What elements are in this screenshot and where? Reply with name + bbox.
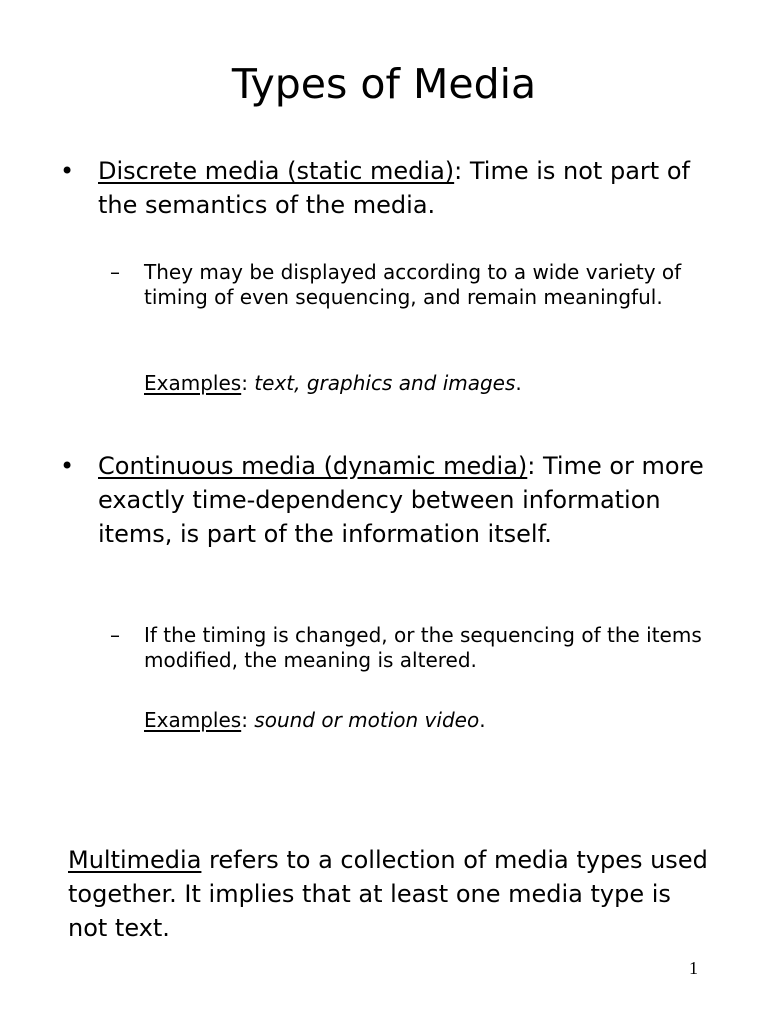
examples-period: .: [515, 371, 522, 395]
bullet-marker: •: [60, 452, 75, 480]
examples-value: sound or motion video: [254, 708, 480, 732]
bullet-marker: •: [60, 157, 75, 185]
continuous-media-definition: : Time or more exactly time-dependency between information items, is part of the information itself.: [98, 452, 704, 548]
multimedia-text: refers to a collection of media types used together. It implies that at least one media type is not text.: [68, 846, 708, 942]
examples-separator: :: [241, 708, 255, 732]
examples-label: Examples: [144, 371, 242, 395]
discrete-media-examples: [144, 371, 744, 396]
page-number: 1: [689, 958, 698, 978]
continuous-media-bullet: [98, 449, 728, 551]
dash-marker: –: [110, 623, 120, 647]
discrete-media-bullet: [98, 154, 728, 222]
examples-label: Examples: [144, 708, 242, 732]
continuous-media-examples: [144, 708, 744, 733]
multimedia-term: Multimedia: [68, 846, 202, 874]
discrete-media-subpoint: They may be displayed according to a wide variety of timing of even sequencing, and remain meaningful.: [144, 260, 682, 309]
examples-period: .: [479, 708, 486, 732]
discrete-media-definition: : Time is not part of the semantics of the media.: [98, 157, 690, 219]
dash-marker: –: [110, 260, 120, 284]
page-title: Types of Media: [231, 60, 537, 108]
discrete-media-term: Discrete media (static media): [98, 157, 455, 185]
continuous-media-term: Continuous media (dynamic media): [98, 452, 528, 480]
multimedia-definition: [68, 843, 708, 945]
continuous-media-subpoint: If the timing is changed, or the sequencing of the items modified, the meaning is altered.: [144, 623, 702, 672]
examples-separator: :: [241, 371, 255, 395]
examples-value: text, graphics and images: [254, 371, 516, 395]
